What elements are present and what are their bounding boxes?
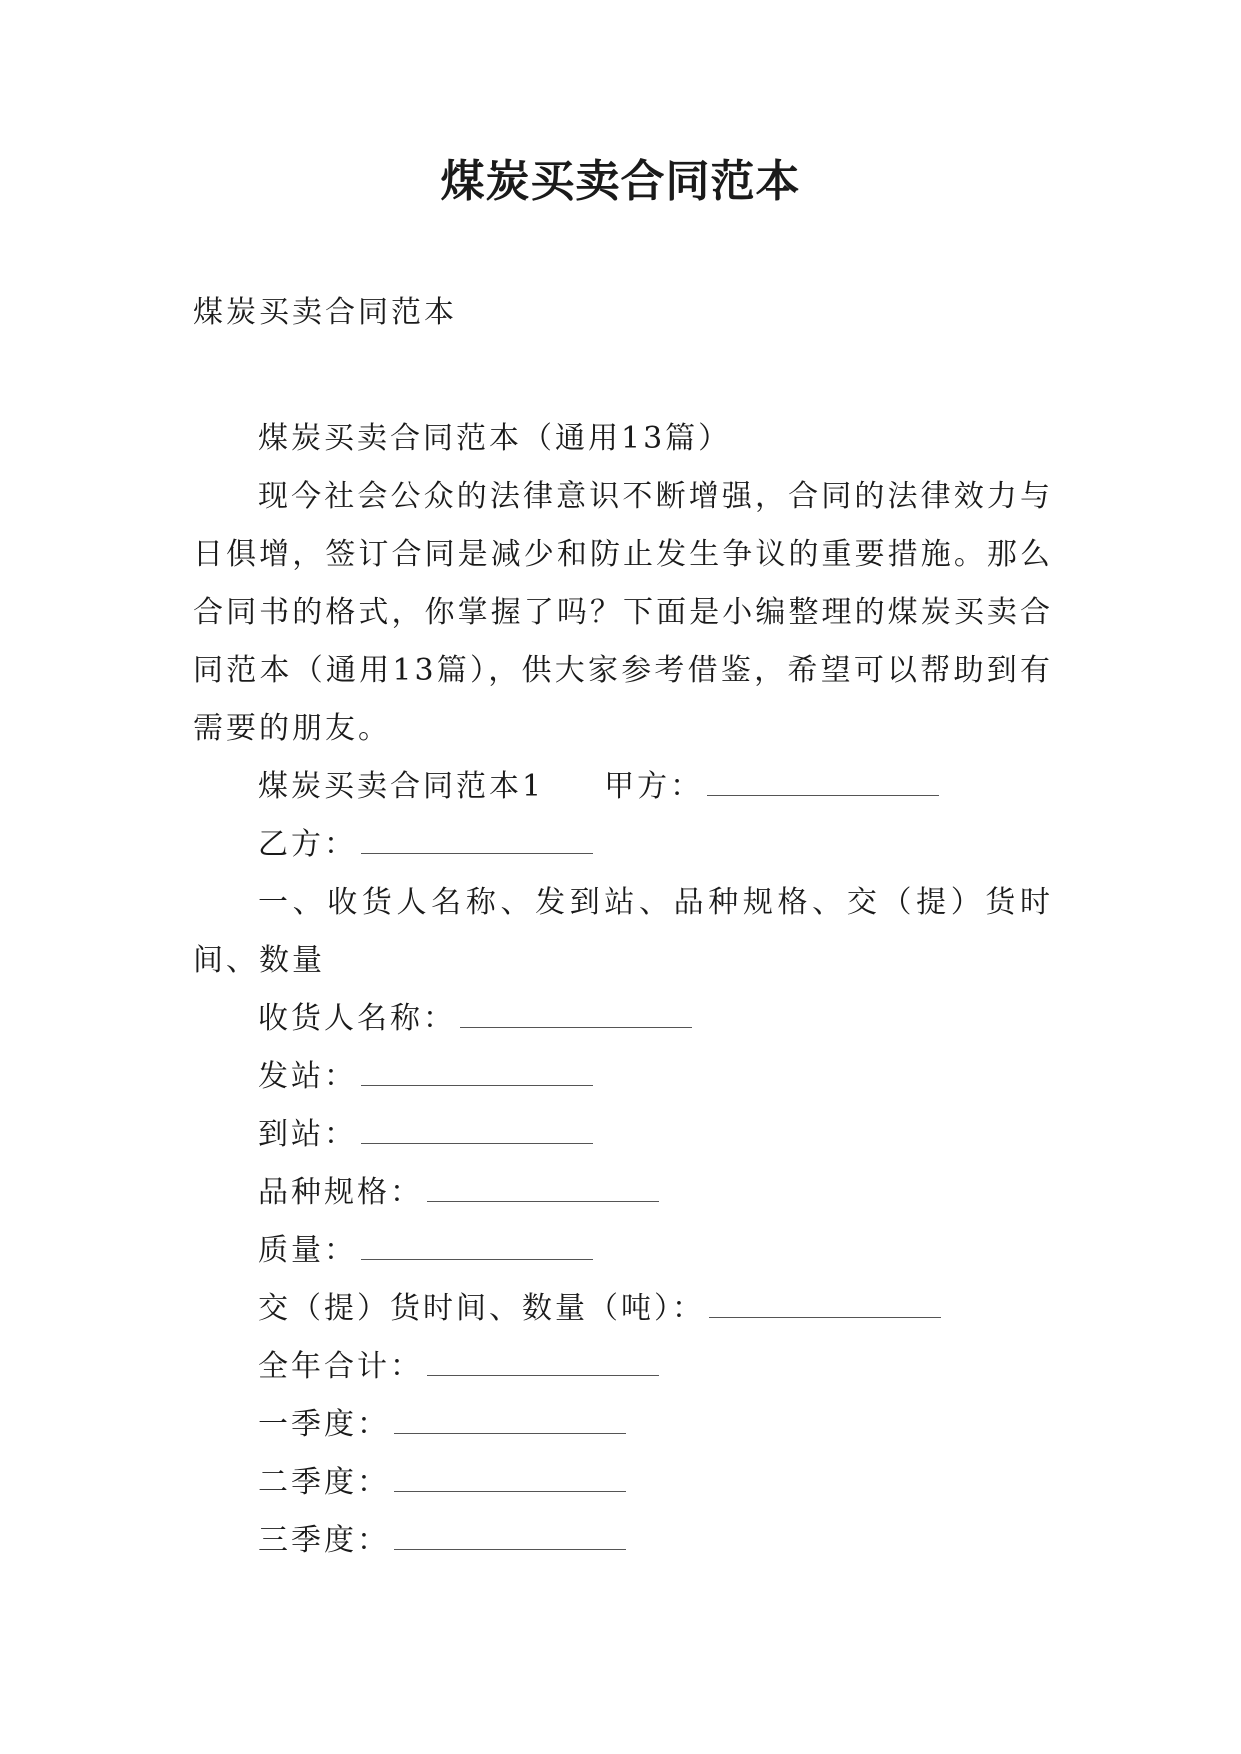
field-blank bbox=[394, 1490, 626, 1492]
field-blank bbox=[427, 1374, 659, 1376]
field-blank bbox=[394, 1548, 626, 1550]
document-title: 煤炭买卖合同范本 bbox=[440, 156, 801, 207]
section1-line bbox=[193, 758, 1053, 816]
field-blank bbox=[460, 1026, 692, 1028]
field-line bbox=[193, 990, 1053, 1048]
document-subtitle: 煤炭买卖合同范本 bbox=[193, 295, 457, 330]
field-line bbox=[193, 1106, 1053, 1164]
intro-paragraph: 现今社会公众的法律意识不断增强，合同的法律效力与日俱增，签订合同是减少和防止发生争议的重要措施。那么合同书的格式，你掌握了吗？下面是小编整理的煤炭买卖合同范本（通用13篇），供大家参考借鉴，希望可以帮助到有需要的朋友。 bbox=[193, 479, 1053, 746]
field-line bbox=[193, 1280, 1053, 1338]
field-line bbox=[193, 1454, 1053, 1512]
field-line bbox=[193, 1338, 1053, 1396]
section1-title: 煤炭买卖合同范本1 bbox=[258, 769, 545, 804]
clause-1: 一、收货人名称、发到站、品种规格、交（提）货时间、数量 bbox=[193, 885, 1053, 978]
field-blank bbox=[361, 1142, 593, 1144]
field-line bbox=[193, 1396, 1053, 1454]
field-label: 交（提）货时间、数量（吨）： bbox=[258, 1291, 705, 1326]
party-b-label: 乙方： bbox=[258, 827, 357, 862]
field-blank bbox=[394, 1432, 626, 1434]
field-blank bbox=[361, 1258, 593, 1260]
field-label: 二季度： bbox=[258, 1465, 390, 1500]
party-b-line bbox=[193, 816, 1053, 874]
field-label: 到站： bbox=[258, 1117, 357, 1152]
field-blank bbox=[427, 1200, 659, 1202]
field-label: 三季度： bbox=[258, 1523, 390, 1558]
field-line bbox=[193, 1164, 1053, 1222]
contract-heading: 煤炭买卖合同范本（通用13篇） bbox=[258, 421, 732, 456]
field-blank bbox=[361, 1084, 593, 1086]
field-line bbox=[193, 1222, 1053, 1280]
party-a-blank bbox=[707, 794, 939, 796]
field-line bbox=[193, 1048, 1053, 1106]
field-label: 发站： bbox=[258, 1059, 357, 1094]
party-a-label: 甲方： bbox=[604, 769, 704, 804]
field-label: 全年合计： bbox=[258, 1349, 423, 1384]
party-b-blank bbox=[361, 852, 593, 854]
field-label: 质量： bbox=[258, 1233, 357, 1268]
field-label: 品种规格： bbox=[258, 1175, 423, 1210]
field-label: 收货人名称： bbox=[258, 1001, 456, 1036]
field-blank bbox=[709, 1316, 941, 1318]
document-body bbox=[193, 410, 1053, 1570]
field-label: 一季度： bbox=[258, 1407, 390, 1442]
field-line bbox=[193, 1512, 1053, 1570]
